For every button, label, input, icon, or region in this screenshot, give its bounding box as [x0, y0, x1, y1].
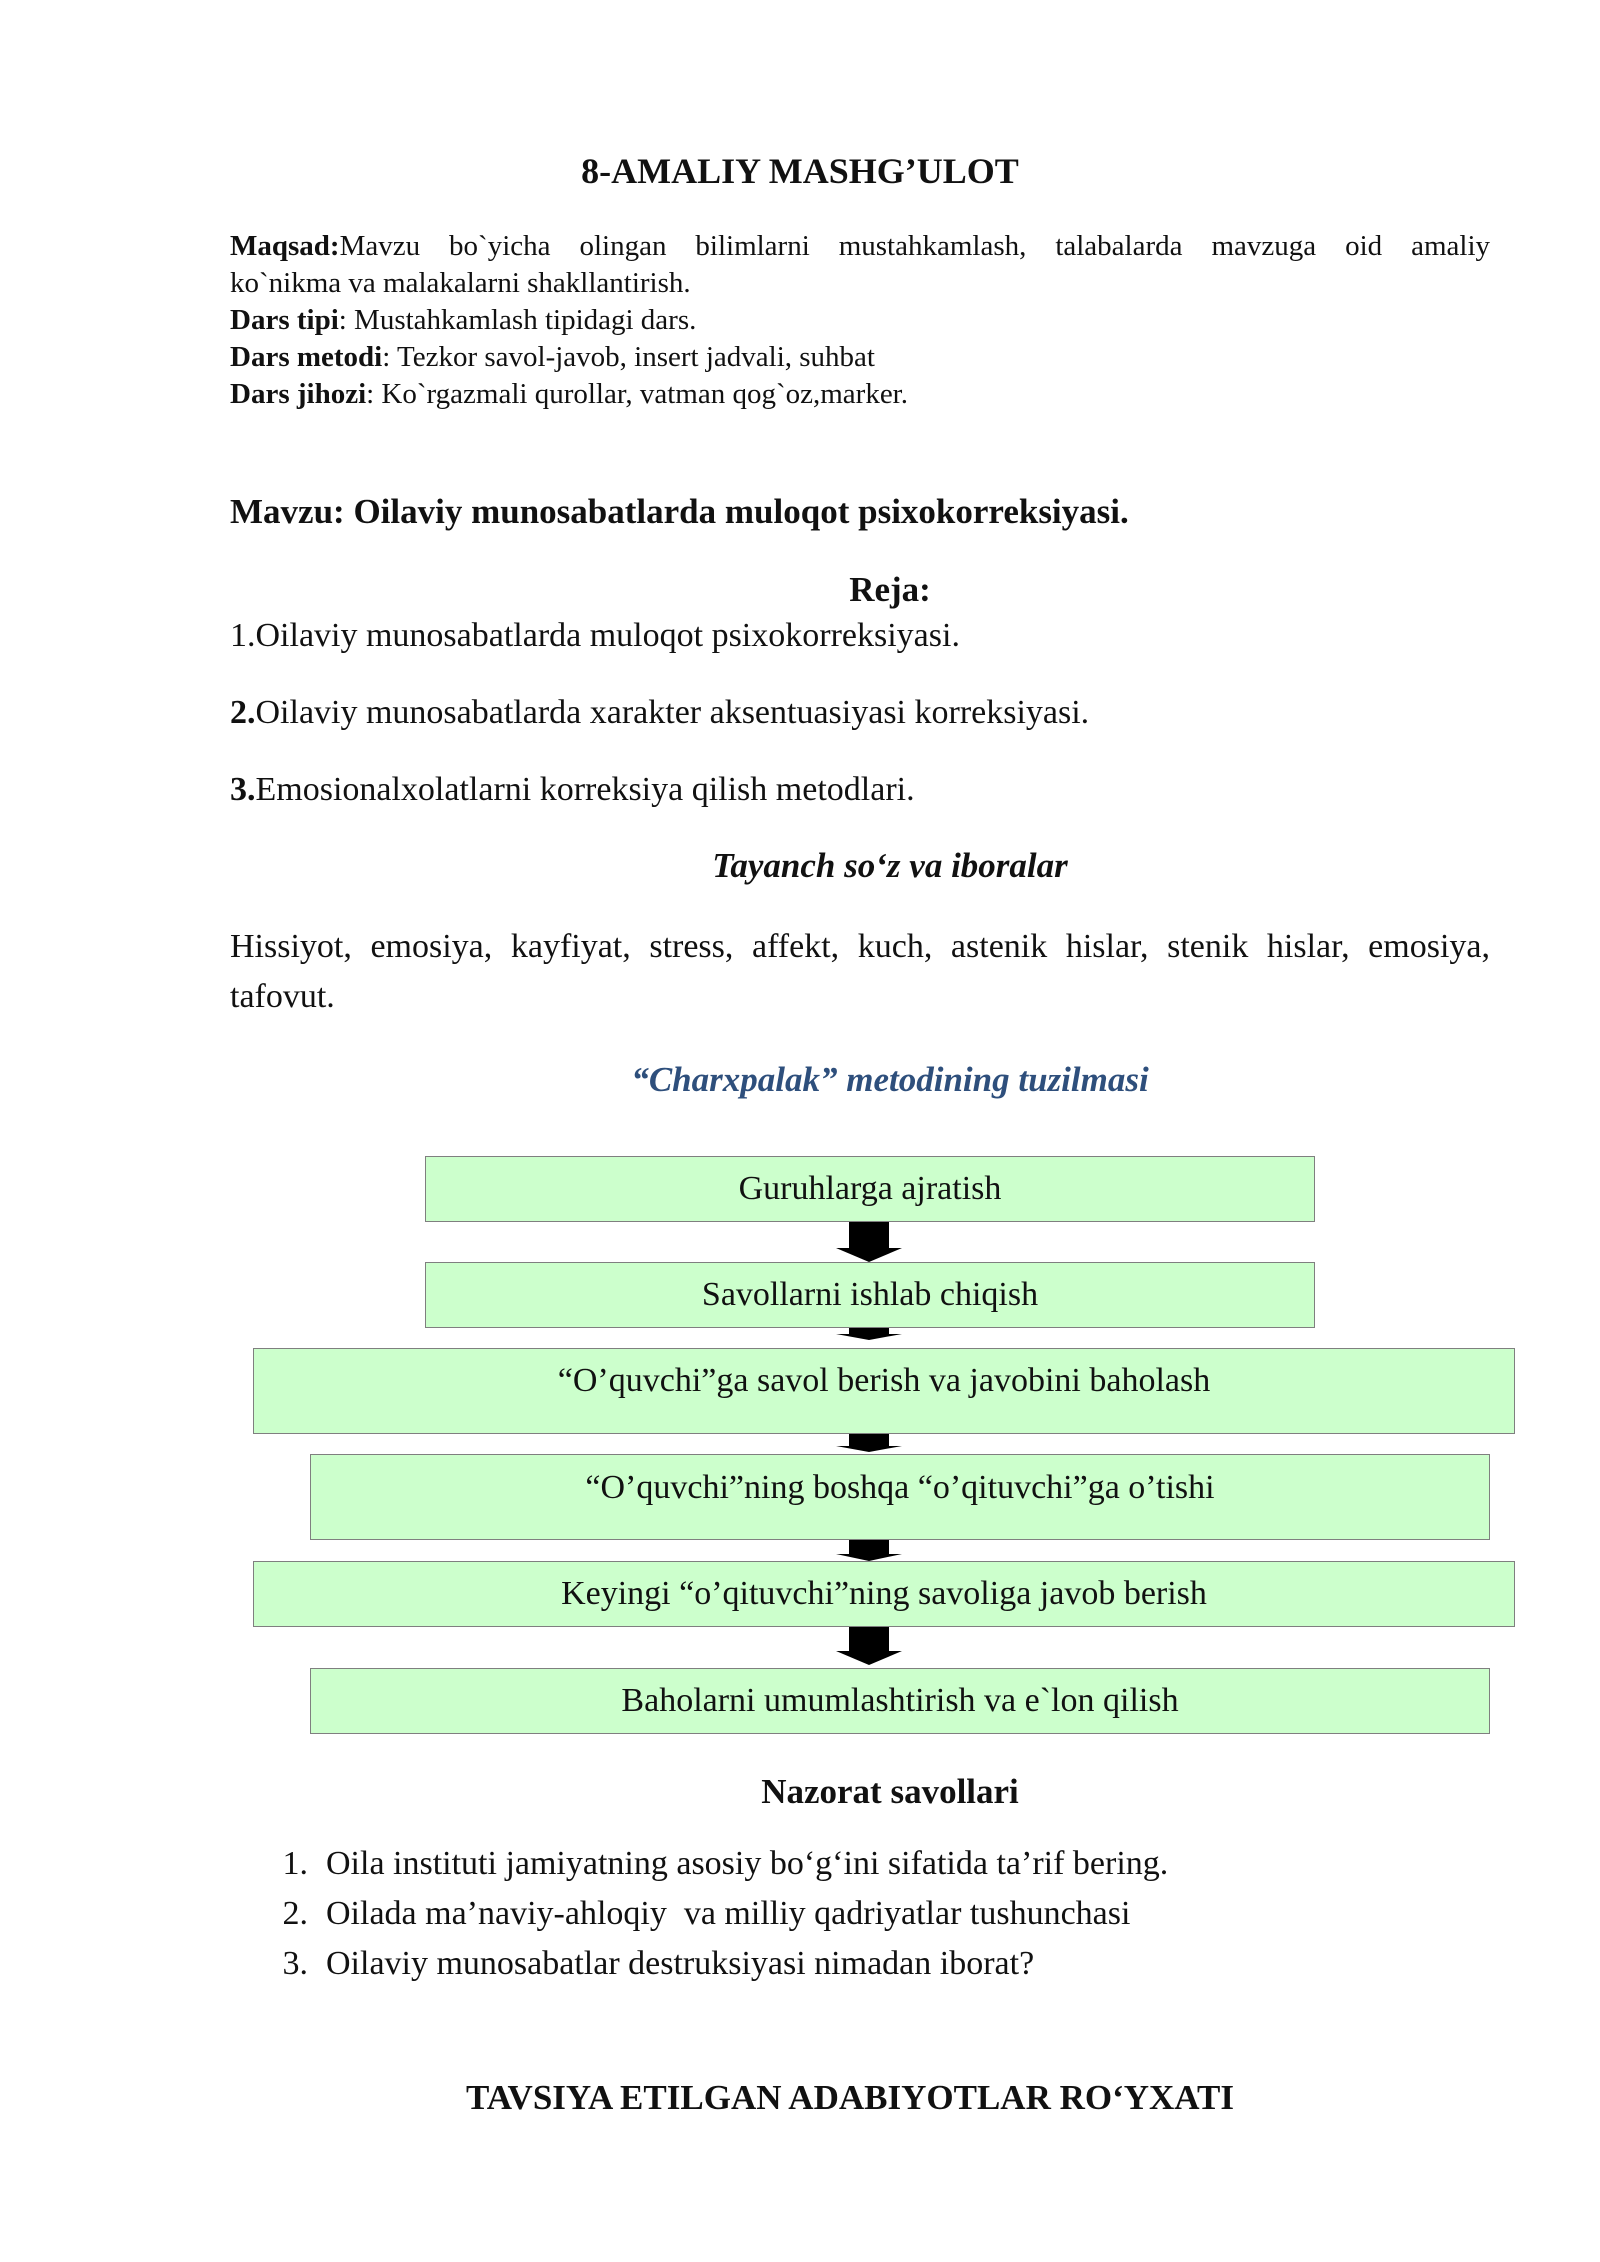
- plan-item-number: 1.: [230, 617, 256, 654]
- question-text: Oilada ma’naviy-ahloqiy va milliy qadriyatlar tushunchasi: [326, 1895, 1131, 1932]
- question-number: 1.: [282, 1845, 308, 1882]
- flow-step-3: “O’quvchi”ga savol berish va javobini baholash: [253, 1348, 1515, 1434]
- plan-item-number: 2.: [230, 694, 256, 731]
- maqsad-line-1: [230, 228, 1490, 265]
- dars-metodi-label: Dars metodi: [230, 341, 383, 373]
- question-text: Oilaviy munosabatlar destruksiyasi nimadan iborat?: [326, 1945, 1035, 1982]
- flow-arrow-icon: [836, 1222, 902, 1262]
- flow-arrow-icon: [836, 1328, 902, 1340]
- keywords-title: Tayanch so‘z va iboralar: [712, 846, 1068, 885]
- dars-metodi-value: : Tezkor savol-javob, insert jadvali, suhbat: [382, 341, 875, 373]
- flow-arrow-icon: [836, 1627, 902, 1665]
- dars-tipi: [230, 302, 1490, 339]
- maqsad-text-1: Mavzu bo`yicha olingan bilimlarni mustahkamlash, talabalarda mavzuga oid amaliy: [339, 230, 1490, 262]
- keywords-text: Hissiyot, emosiya, kayfiyat, stress, affekt, kuch, astenik hislar, stenik hislar, emosiya, tafovut.: [230, 928, 1490, 1015]
- dars-jihozi-label: Dars jihozi: [230, 378, 367, 410]
- question-number: 3.: [282, 1945, 308, 1982]
- control-questions-title: Nazorat savollari: [761, 1772, 1019, 1811]
- plan-item-text: Oilaviy munosabatlarda xarakter aksentuasiyasi korreksiyasi.: [255, 694, 1090, 731]
- topic-heading: Mavzu: Oilaviy munosabatlarda muloqot psixokorreksiyasi.: [230, 492, 1129, 531]
- flow-arrow-icon: [836, 1540, 902, 1561]
- maqsad-label: Maqsad:: [230, 230, 340, 262]
- dars-metodi: [230, 339, 1490, 376]
- plan-item-text: Emosionalxolatlarni korreksiya qilish metodlari.: [255, 771, 915, 808]
- plan-item: [230, 694, 1089, 732]
- maqsad-line-2: ko`nikma va malakalarni shakllantirish.: [230, 267, 691, 299]
- flow-step-1: Guruhlarga ajratish: [425, 1156, 1315, 1222]
- dars-jihozi-value: : Ko`rgazmali qurollar, vatman qog`oz,marker.: [366, 378, 908, 410]
- question-text: Oila instituti jamiyatning asosiy bo‘g‘ini sifatida ta’rif bering.: [326, 1845, 1169, 1882]
- plan-title: Reja:: [849, 570, 931, 609]
- plan-item-number: 3.: [230, 771, 256, 808]
- flow-step-4: “O’quvchi”ning boshqa “o’qituvchi”ga o’tishi: [310, 1454, 1490, 1540]
- question-number: 2.: [282, 1895, 308, 1932]
- diagram-title: “Charxpalak” metodining tuzilmasi: [631, 1060, 1149, 1099]
- flow-step-5: Keyingi “o’qituvchi”ning savoliga javob berish: [253, 1561, 1515, 1627]
- page-title: 8-AMALIY MASHG’ULOT: [581, 151, 1019, 191]
- references-title: TAVSIYA ETILGAN ADABIYOTLAR RO‘YXATI: [466, 2078, 1234, 2117]
- flow-arrow-icon: [836, 1434, 902, 1452]
- dars-tipi-value: : Mustahkamlash tipidagi dars.: [338, 304, 697, 336]
- plan-item-text: Oilaviy munosabatlarda muloqot psixokorreksiyasi.: [255, 617, 960, 654]
- plan-item: [230, 617, 960, 655]
- plan-item: [230, 771, 915, 809]
- flow-step-6: Baholarni umumlashtirish va e`lon qilish: [310, 1668, 1490, 1734]
- dars-jihozi: [230, 376, 1490, 413]
- dars-tipi-label: Dars tipi: [230, 304, 339, 336]
- flow-step-2: Savollarni ishlab chiqish: [425, 1262, 1315, 1328]
